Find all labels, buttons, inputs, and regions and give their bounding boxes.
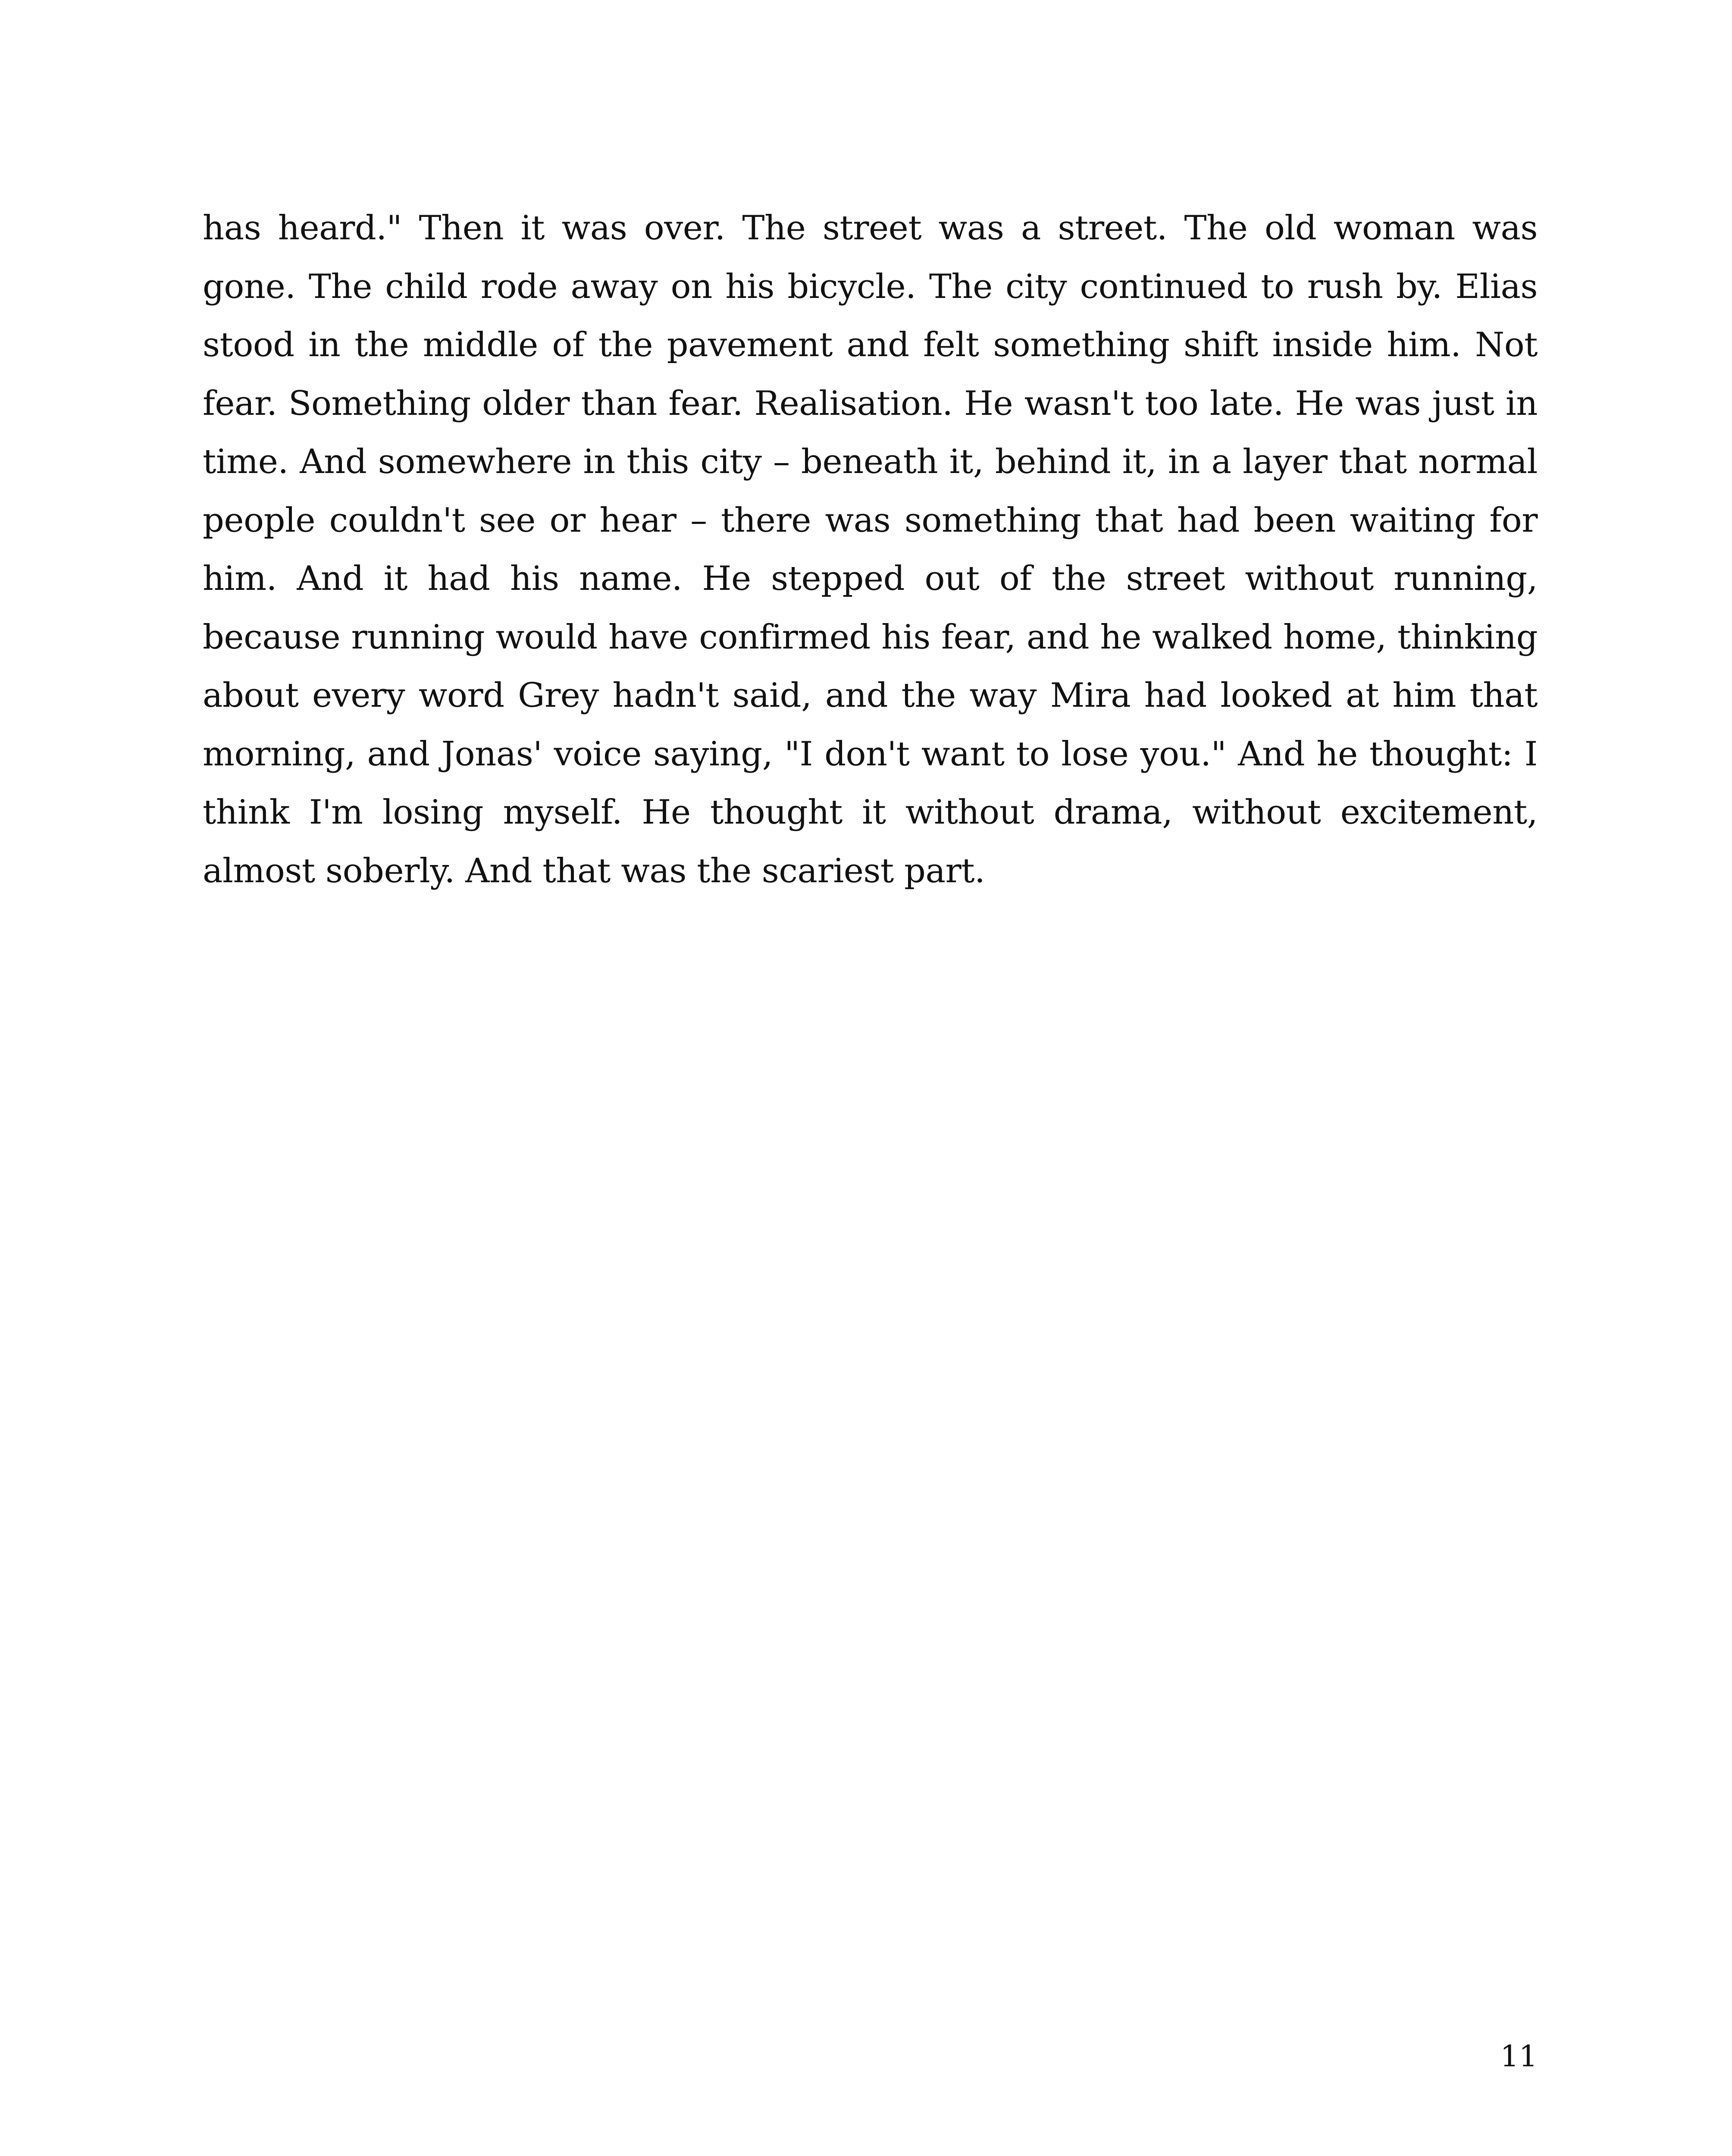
body-paragraph: has heard." Then it was over. The street was a street. The old woman was gone. The child rode away on his bicycle. The city continued to rush by. Elias stood in the middle of the pavement and felt something shift inside him. Not fear. Something older than fear. Realisation. He wasn't too late. He was just in time. And somewhere in this city – beneath it, behind it, in a layer that normal people couldn't see or hear – there was something that had been waiting for him. And it had his name. He stepped out of the street without running, because running would have confirmed his fear, and he walked home, thinking about every word Grey hadn't said, and the way Mira had looked at him that morning, and Jonas' voice saying, "I don't want to lose you." And he thought: I think I'm losing myself. He thought it without drama, without excitement, almost soberly. And that was the scariest part.	[203, 209, 1538, 890]
page-number: 11	[1500, 2040, 1538, 2074]
